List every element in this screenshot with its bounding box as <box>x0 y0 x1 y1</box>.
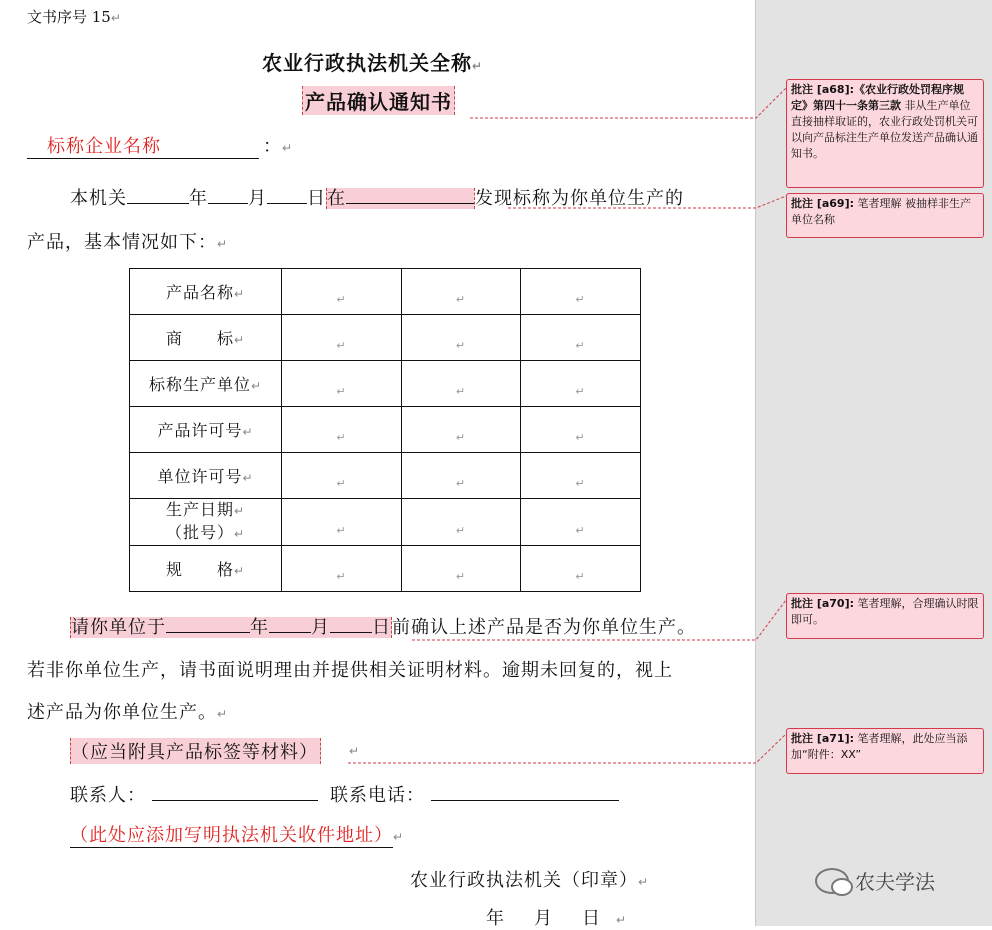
org-fullname: 农业行政执法机关全称↵ <box>262 51 484 75</box>
watermark: 农夫学法 <box>815 866 935 895</box>
para1-line1: 本机关 年 月 日在 发现标称为你单位生产的 <box>70 188 684 209</box>
comment-a71[interactable]: 批注 [a71]: 笔者理解，此处应当添加“附件：XX” <box>786 728 984 774</box>
comment-a68[interactable]: 批注 [a68]:《农业行政处罚程序规定》第四十一条第三款 非从生产单位直接抽样取证的，农业行政处罚机关可以向产品标注生产单位发送产品确认通知书。 <box>786 79 984 188</box>
table-row: 商 标↵ $_↵$ $_↵$ $_↵$ <box>130 315 641 361</box>
doc-serial: 文书序号 15↵ <box>27 8 121 26</box>
comment-a69[interactable]: 批注 [a69]: 笔者理解 被抽样非生产单位名称 <box>786 193 984 238</box>
recipient-line: 标称企业名称 ：↵ <box>27 132 293 159</box>
address-note: （此处应添加写明执法机关收件地址）↵ <box>70 821 404 848</box>
doc-title: 产品确认通知书 <box>302 86 455 115</box>
product-info-table <box>129 268 641 592</box>
table-label: 生产日期↵ （批号）↵ <box>130 499 282 546</box>
table-row: 单位许可号↵ $_↵$ $_↵$ $_↵$ <box>130 453 641 499</box>
comment-a70[interactable]: 批注 [a70]: 笔者理解，合理确认时限即可。 <box>786 593 984 639</box>
recipient-name: 标称企业名称 <box>27 132 259 159</box>
date-line: 年 月 日 ↵ <box>486 908 633 929</box>
table-label: 单位许可号↵ <box>130 453 282 499</box>
table-label: 规 格↵ <box>130 546 282 592</box>
signature: 农业行政执法机关（印章）↵ <box>410 870 650 891</box>
table-row: 标称生产单位↵ $_↵$ $_↵$ $_↵$ <box>130 361 641 407</box>
wechat-icon <box>815 868 849 894</box>
document-page: 文书序号 15↵ 农业行政执法机关全称↵ 产品确认通知书 标称企业名称 ：↵ 本机关 年 月 日在 发现标称为你单位生产的 产品，基本情况如下：↵ 产品名称↵ $_↵$ $_↵$ $_↵$ 商 标↵ $_↵$ $_↵$ $_↵$ 标称生产单位↵ $_↵$ $_↵$ $_↵$ 产品许可号↵ $_↵$ $_↵$ $_↵$ 单位许可号↵ $_↵$ $_↵$ $_↵$ 生产日期↵ （批号）↵ $_↵$ $_↵$ $_↵$ 规 格↵ $_↵$ $_↵$ $_↵$ 请你单位于 年 月 日前确认上述产品是否为你单位生产。 若非你单位生产，请书面说明理由并提供相关证明材料。逾期未回复的，视上 述产品为你单位生产。↵ （应当附具产品标签等材料） ↵ 联系人： 联系电话： （此处应添加写明执法机关收件地址）↵ 农业行政执法机关（印章）↵ 年 月 日 ↵ <box>0 0 755 926</box>
table-label: 产品许可号↵ <box>130 407 282 453</box>
para2-line2: 若非你单位生产，请书面说明理由并提供相关证明材料。逾期未回复的，视上 <box>27 660 673 681</box>
table-label: 标称生产单位↵ <box>130 361 282 407</box>
para2-line1: 请你单位于 年 月 日前确认上述产品是否为你单位生产。 <box>71 617 696 638</box>
attachment-note: （应当附具产品标签等材料） <box>70 738 321 764</box>
table-row: 规 格↵ $_↵$ $_↵$ $_↵$ <box>130 546 641 592</box>
table-label: 产品名称↵ <box>130 269 282 315</box>
table-row: 生产日期↵ （批号）↵ $_↵$ $_↵$ $_↵$ <box>130 499 641 546</box>
para1-line2: 产品，基本情况如下：↵ <box>27 232 229 253</box>
table-label: 商 标↵ <box>130 315 282 361</box>
para2-line3: 述产品为你单位生产。↵ <box>27 702 229 723</box>
table-row: 产品许可号↵ $_↵$ $_↵$ $_↵$ <box>130 407 641 453</box>
contact-line: 联系人： 联系电话： <box>70 781 619 807</box>
table-row: 产品名称↵ $_↵$ $_↵$ $_↵$ <box>130 269 641 315</box>
